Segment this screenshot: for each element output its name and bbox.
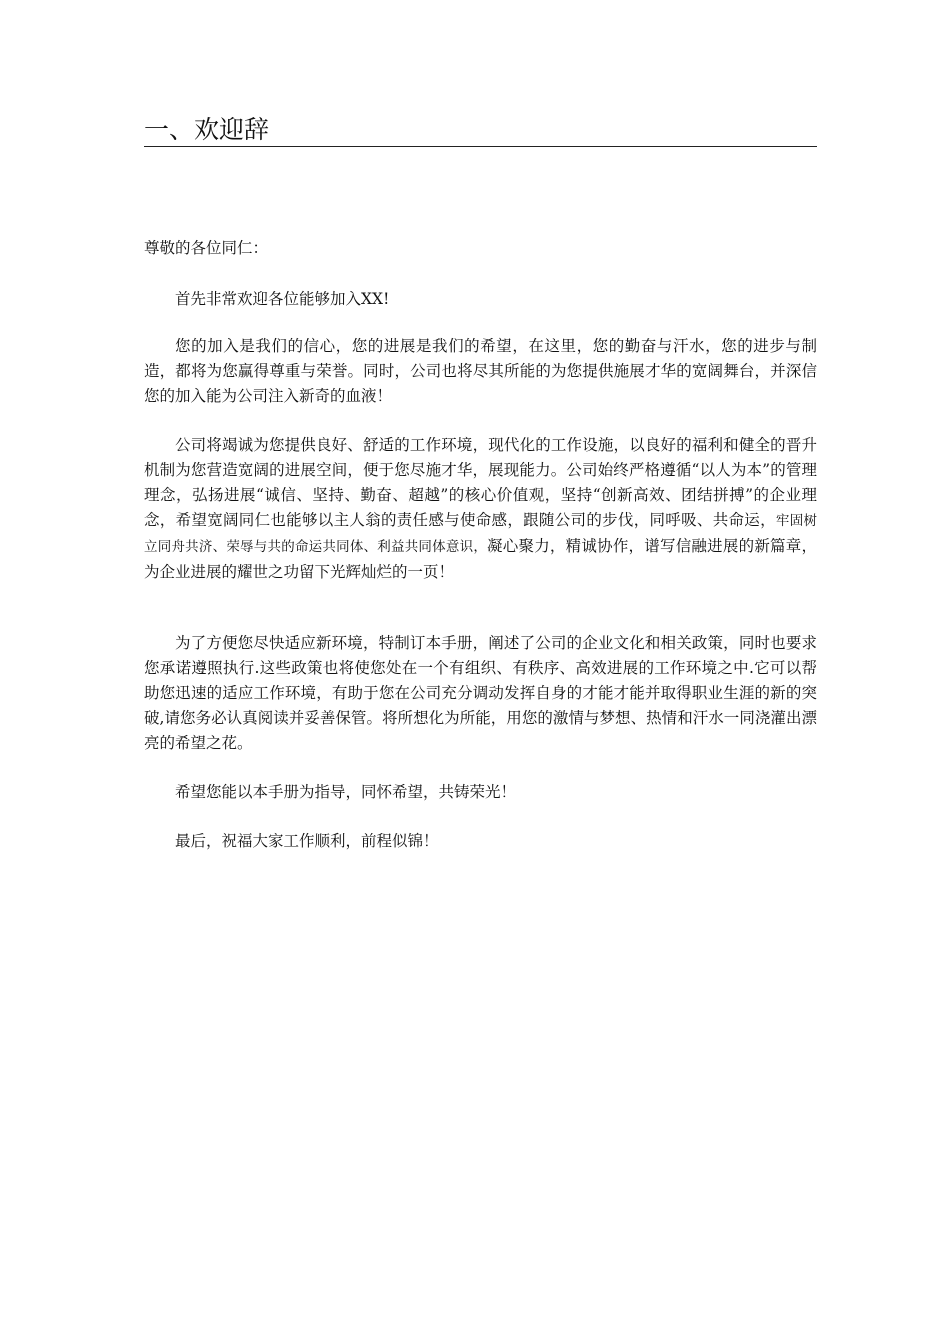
section-heading bbox=[144, 112, 817, 147]
paragraph-intro: 首先非常欢迎各位能够加入XX! bbox=[175, 290, 390, 308]
paragraph-company-end: 凝心聚力，精诚协作，谱写信融进展的新篇章，为企业进展的耀世之功留下光辉灿烂的一页！ bbox=[144, 537, 817, 581]
paragraph-handbook: 为了方便您尽快适应新环境，特制订本手册，阐述了公司的企业文化和相关政策，同时也要求您承诺遵照执行.这些政策也将使您处在一个有组织、有秩序、高效进展的工作环境之中.它可以帮助您迅速的适应工作环境，有助于您在公司充分调动发挥自身的才能才能并取得职业生涯的新的突破,请您务必认真阅读并妥善保管。将所想化为所能，用您的激情与梦想、热情和汗水一同浇灌出漂亮的希望之花。 bbox=[144, 634, 817, 752]
paragraph-company bbox=[144, 433, 817, 585]
paragraph-closing: 最后，祝福大家工作顺利，前程似锦！ bbox=[175, 832, 439, 850]
salutation: 尊敬的各位同仁： bbox=[144, 239, 269, 257]
paragraph-company-small: 牢固树立同舟共济、荣辱与共的命运共同体、利益共同体意识， bbox=[144, 513, 818, 555]
section-title: 一、欢迎辞 bbox=[144, 115, 270, 144]
paragraph-hope: 希望您能以本手册为指导，同怀希望，共铸荣光！ bbox=[175, 783, 517, 801]
paragraph-company-main: 公司将竭诚为您提供良好、舒适的工作环境，现代化的工作设施，以良好的福利和健全的晋升机制为您营造宽阔的进展空间，便于您尽施才华，展现能力。公司始终严格遵循“以人为本”的管理理念，弘扬进展“诚信、坚持、勤奋、超越”的核心价值观，坚持“创新高效、团结拼搏”的企业理念，希望宽阔同仁也能够以主人翁的责任感与使命感，跟随公司的步伐，同呼吸、共命运， bbox=[144, 436, 817, 529]
paragraph-welcome: 您的加入是我们的信心，您的进展是我们的希望，在这里，您的勤奋与汗水，您的进步与制造，都将为您赢得尊重与荣誉。同时，公司也将尽其所能的为您提供施展才华的宽阔舞台，并深信您的加入能为公司注入新奇的血液！ bbox=[144, 337, 817, 405]
